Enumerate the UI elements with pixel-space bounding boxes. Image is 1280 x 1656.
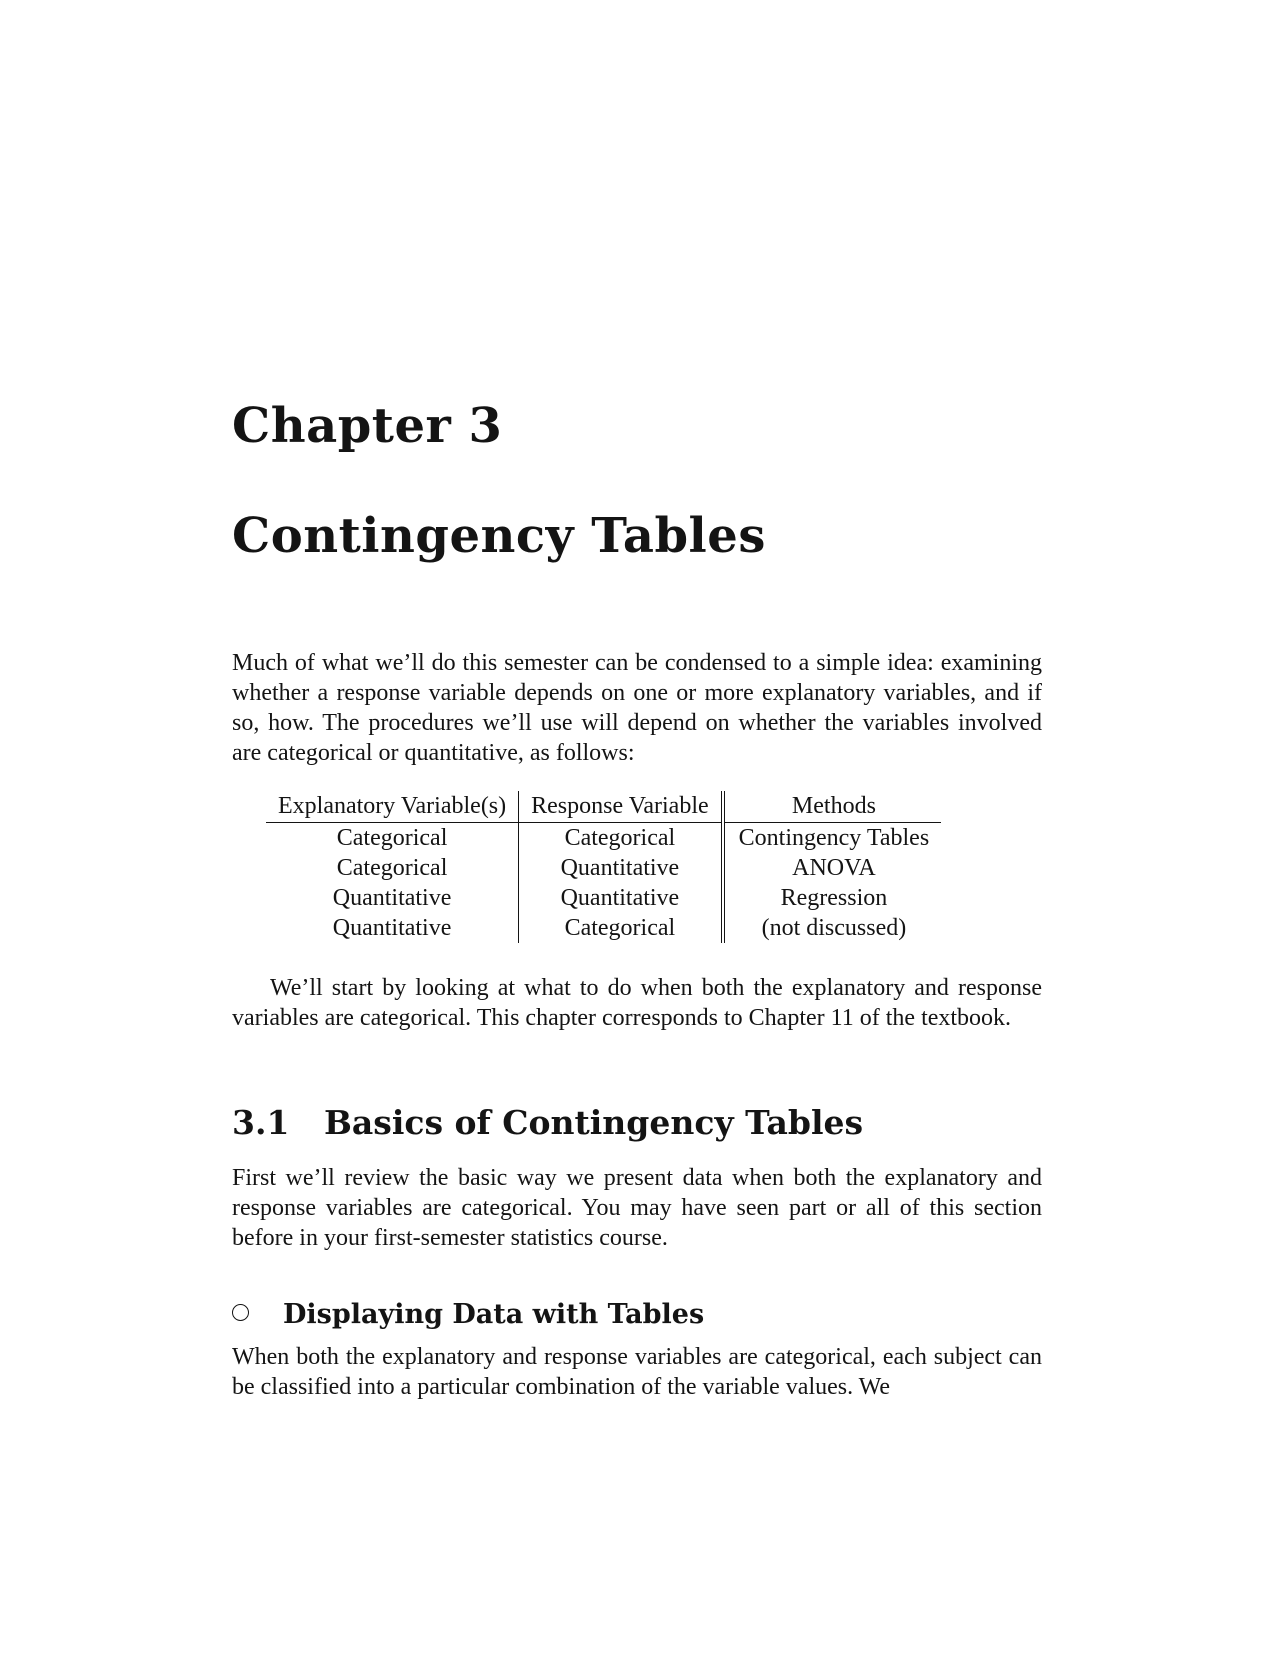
table-cell-explanatory: Categorical (266, 853, 519, 883)
table-cell-response: Quantitative (519, 853, 723, 883)
section-title: Basics of Contingency Tables (324, 1103, 864, 1142)
table-row (266, 883, 941, 913)
table-cell-explanatory: Categorical (266, 823, 519, 854)
table-cell-response: Quantitative (519, 883, 723, 913)
section-heading (232, 1103, 864, 1142)
column-header-response: Response Variable (519, 791, 723, 823)
table-cell-method: (not discussed) (761, 915, 907, 941)
table-row (266, 853, 941, 883)
table-cell-response: Categorical (519, 823, 723, 854)
section-paragraph: First we’ll review the basic way we present data when both the explanatory and response variables are categorical. You may have seen part or all of this section before in your first-semester statistics course. (232, 1165, 1042, 1251)
table-cell-method: Contingency Tables (738, 825, 930, 851)
column-header-methods: Methods (723, 791, 942, 823)
column-header-explanatory: Explanatory Variable(s) (266, 791, 519, 823)
table-cell-method: Regression (780, 885, 888, 911)
circle-bullet-icon (232, 1304, 249, 1321)
intro-paragraph: Much of what we’ll do this semester can be condensed to a simple idea: examining whether a response variable depends on one or more explanatory variables, and if so, how. The procedures we’ll use will depend on whether the variables involved are categorical or quantitative, as follows: (232, 650, 1042, 766)
table-row (266, 913, 941, 943)
chapter-label: Chapter 3 (232, 398, 503, 454)
subsection-heading (232, 1301, 704, 1328)
table-cell-response: Categorical (519, 913, 723, 943)
section-number: 3.1 (232, 1103, 290, 1142)
chapter-title: Contingency Tables (232, 508, 766, 564)
table-cell-method: ANOVA (792, 855, 876, 881)
table-cell-explanatory: Quantitative (266, 883, 519, 913)
methods-table (266, 791, 941, 943)
table-cell-explanatory: Quantitative (266, 913, 519, 943)
subsection-title: Displaying Data with Tables (283, 1299, 705, 1330)
subsection-paragraph: When both the explanatory and response variables are categorical, each subject can be classified into a particular combination of the variable values. We (232, 1344, 1042, 1400)
table-header-row (266, 791, 941, 823)
transition-paragraph: We’ll start by looking at what to do when both the explanatory and response variables are categorical. This chapter corresponds to Chapter 11 of the textbook. (232, 975, 1042, 1031)
table-row (266, 823, 941, 854)
